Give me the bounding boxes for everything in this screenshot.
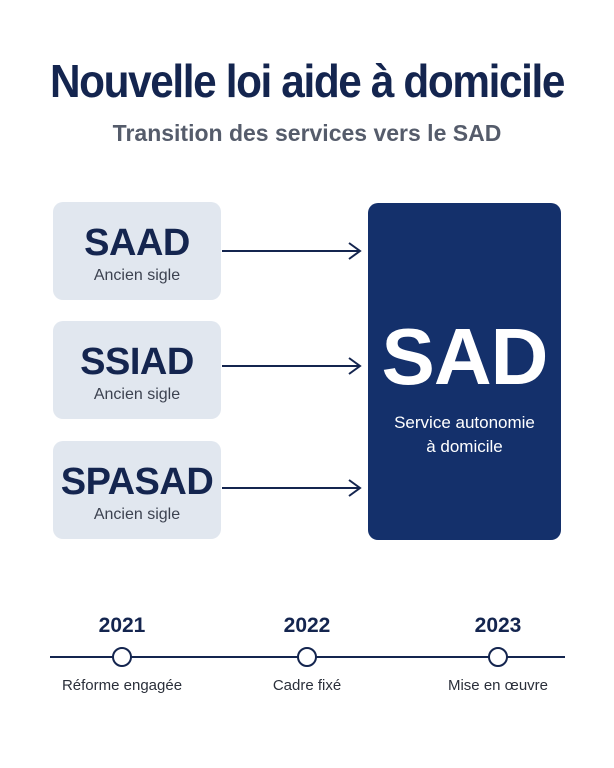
source-acronym: SAAD <box>84 222 190 264</box>
arrow-ssiad <box>222 358 360 374</box>
timeline-marker-2023 <box>489 648 507 666</box>
target-box-sad <box>368 203 561 540</box>
timeline-year-2022: 2022 <box>283 614 331 637</box>
target-description-line2: à domicile <box>426 437 503 456</box>
target-acronym: SAD <box>381 312 548 401</box>
timeline-label-2022: Cadre fixé <box>272 677 342 694</box>
timeline-marker-2022 <box>298 648 316 666</box>
source-box-ssiad <box>53 321 221 419</box>
timeline-label-2023: Mise en œuvre <box>447 677 549 694</box>
source-acronym: SSIAD <box>80 341 194 383</box>
timeline-year-2023: 2023 <box>474 614 522 637</box>
source-box-spasad <box>53 441 221 539</box>
timeline-label-2021: Réforme engagée <box>61 677 183 694</box>
arrow-spasad <box>222 480 360 496</box>
arrow-saad <box>222 243 360 259</box>
page-title: Nouvelle loi aide à domicile <box>49 55 565 107</box>
target-description-line1: Service autonomie <box>394 413 535 432</box>
target-description <box>368 411 561 459</box>
source-sublabel: Ancien sigle <box>93 267 181 284</box>
source-sublabel: Ancien sigle <box>93 506 181 523</box>
timeline-year-2021: 2021 <box>98 614 146 637</box>
source-box-saad <box>53 202 221 300</box>
source-acronym: SPASAD <box>60 461 214 503</box>
source-sublabel: Ancien sigle <box>93 386 181 403</box>
page-subtitle: Transition des services vers le SAD <box>112 120 502 146</box>
timeline-marker-2021 <box>113 648 131 666</box>
